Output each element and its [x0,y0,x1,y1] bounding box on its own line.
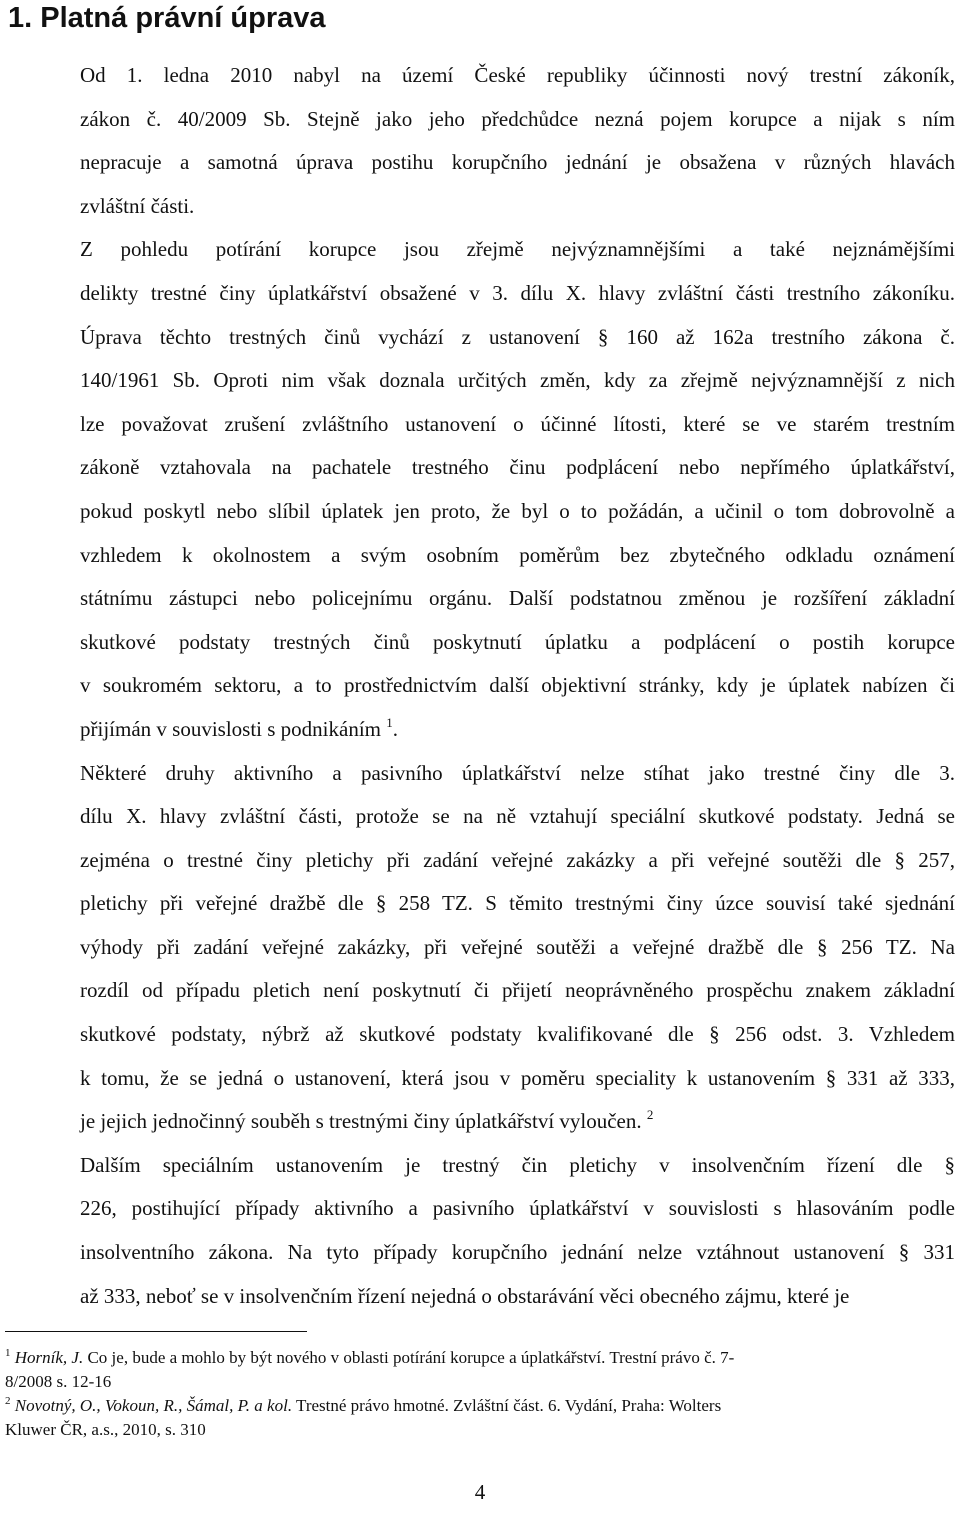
text-line [5,403,955,447]
text-line-content: dílu X. hlavy zvláštní části, protože se na ně vztahují speciální skutkové podstaty. Jedná se [80,804,955,829]
text-line-content: Od 1. ledna 2010 nabyl na území České republiky účinnosti nový trestní zákoník, [80,63,955,87]
text-line [5,1100,955,1144]
text-line [5,664,955,708]
footnote-author: Horník, J. [14,1348,84,1367]
text-line-content: insolventního zákona. Na tyto případy korupčního jednání nelze vztáhnout ustanovení § 331 [80,1240,955,1265]
text-line-content: 226, postihující případy aktivního a pasivního úplatkářství v souvislosti s hlasováním podle [80,1196,955,1221]
text-line [5,490,955,534]
text-line-content: Z pohledu potírání korupce jsou zřejmě nejvýznamnějšími a také nejznámějšími [80,237,955,262]
footnotes [5,1346,925,1442]
text-line [5,1013,955,1057]
text-line [5,795,955,839]
text-line-content: lze považovat zrušení zvláštního ustanovení o účinné lítosti, které se ve starém trestním [80,411,955,436]
page-number: 4 [474,1480,486,1504]
text-line [5,316,955,360]
footnote [5,1394,925,1442]
text-line-content: státnímu zástupci nebo policejnímu orgánu. Další podstatnou změnou je rozšíření základní [80,586,955,611]
sentence-end: . [392,716,399,741]
text-line [5,708,955,752]
footnote [5,1346,925,1394]
text-line-content: zvláštní části. [80,193,195,218]
footnote-author: Novotný, O., Vokoun, R., Šámal, P. a kol. [14,1396,293,1415]
text-line-content: výhody při zadání veřejné zakázky, při veřejné soutěži a veřejné dražbě dle § 256 TZ. Na [80,934,955,959]
section-heading: 1. Platná právní úprava [8,2,326,34]
body-text [5,54,955,1318]
footnote-number: 2 [5,1395,11,1407]
footnote-text: 8/2008 s. 12-16 [5,1372,112,1391]
text-line [5,446,955,490]
text-line-content: v soukromém sektoru, a to prostřednictvím další objektivní stránky, kdy je úplatek nabízen či [80,673,955,698]
text-line-content: přijímán v souvislosti s podnikáním [80,716,382,741]
text-line [5,752,955,796]
text-line-content: je jejich jednočinný souběh s trestnými činy úplatkářství vyloučen. [80,1109,642,1134]
text-line-content: zejména o trestné činy pletichy při zadání veřejné zakázky a při veřejné soutěži dle § 257, [80,847,955,872]
text-line-content: delikty trestné činy úplatkářství obsažené v 3. dílu X. hlavy zvláštní části trestního zákoníku. [80,280,955,305]
footnote-reference: 1 [386,714,393,730]
text-line-content: Dalším speciálním ustanovením je trestný čin pletichy v insolvenčním řízení dle § [80,1152,955,1177]
text-line [5,882,955,926]
text-line [5,621,955,665]
text-line-content: pokud poskytl nebo slíbil úplatek jen proto, že byl o to požádán, a učinil o tom dobrovolně a [80,498,955,523]
text-line-content: až 333, neboť se v insolvenčním řízení nejedná o obstarávání věci obecného zájmu, které je [80,1283,850,1308]
text-line-content: k tomu, že se jedná o ustanovení, která jsou v poměru speciality k ustanovením § 331 až 333, [80,1065,955,1090]
text-line-content: skutkové podstaty trestných činů poskytnutí úplatku a podplácení o postih korupce [80,629,955,654]
text-line [5,1144,955,1188]
footnote-text: Kluwer ČR, a.s., 2010, s. 310 [5,1420,206,1439]
text-line [5,1231,955,1275]
text-line [5,1187,955,1231]
footnote-reference: 2 [646,1107,654,1123]
text-line-content: zákon č. 40/2009 Sb. Stejně jako jeho předchůdce nezná pojem korupce a nijak s ním [80,106,955,131]
text-line-content: 140/1961 Sb. Oproti nim však doznala určitých změn, kdy za zřejmě nejvýznamnější z nich [80,368,955,393]
text-line-content: Úprava těchto trestných činů vychází z ustanovení § 160 až 162a trestního zákona č. [80,324,955,349]
paragraph [5,752,955,1144]
text-line [5,577,955,621]
text-line-content: skutkové podstaty, nýbrž až skutkové podstaty kvalifikované dle § 256 odst. 3. Vzhledem [80,1022,955,1047]
footnote-text: Co je, bude a mohlo by být nového v oblasti potírání korupce a úplatkářství. Trestní právo č. 7- [87,1348,735,1367]
paragraph [5,228,955,751]
paragraph [5,1144,955,1318]
text-line-content: vzhledem k okolnostem a svým osobním poměrům bez zbytečného odkladu oznámení [80,542,955,567]
text-line-content: pletichy při veřejné dražbě dle § 258 TZ. S těmito trestnými činy úzce souvisí také sjednání [80,891,955,916]
text-line [5,272,955,316]
text-line [5,1057,955,1101]
text-line-content: Některé druhy aktivního a pasivního úplatkářství nelze stíhat jako trestné činy dle 3. [80,760,955,785]
text-line [5,54,955,98]
text-line [5,359,955,403]
footnote-number: 1 [5,1347,11,1359]
text-line [5,98,955,142]
text-line [5,969,955,1013]
text-line [5,185,955,229]
text-line [5,839,955,883]
text-line [5,228,955,272]
text-line [5,926,955,970]
text-line-content: zákoně vztahovala na pachatele trestného činu podplácení nebo nepřímého úplatkářství, [80,455,955,480]
text-line [5,1275,955,1319]
text-line-content: rozdíl od případu pletich není poskytnutí či přijetí neoprávněného prospěchu znakem základní [80,978,955,1003]
text-line [5,534,955,578]
paragraph [5,54,955,228]
text-line-content: nepracuje a samotná úprava postihu korupčního jednání je obsažena v různých hlavách [80,150,955,175]
footnote-separator [5,1331,307,1332]
footnote-text: Trestné právo hmotné. Zvláštní část. 6. Vydání, Praha: Wolters [296,1396,722,1415]
text-line [5,141,955,185]
